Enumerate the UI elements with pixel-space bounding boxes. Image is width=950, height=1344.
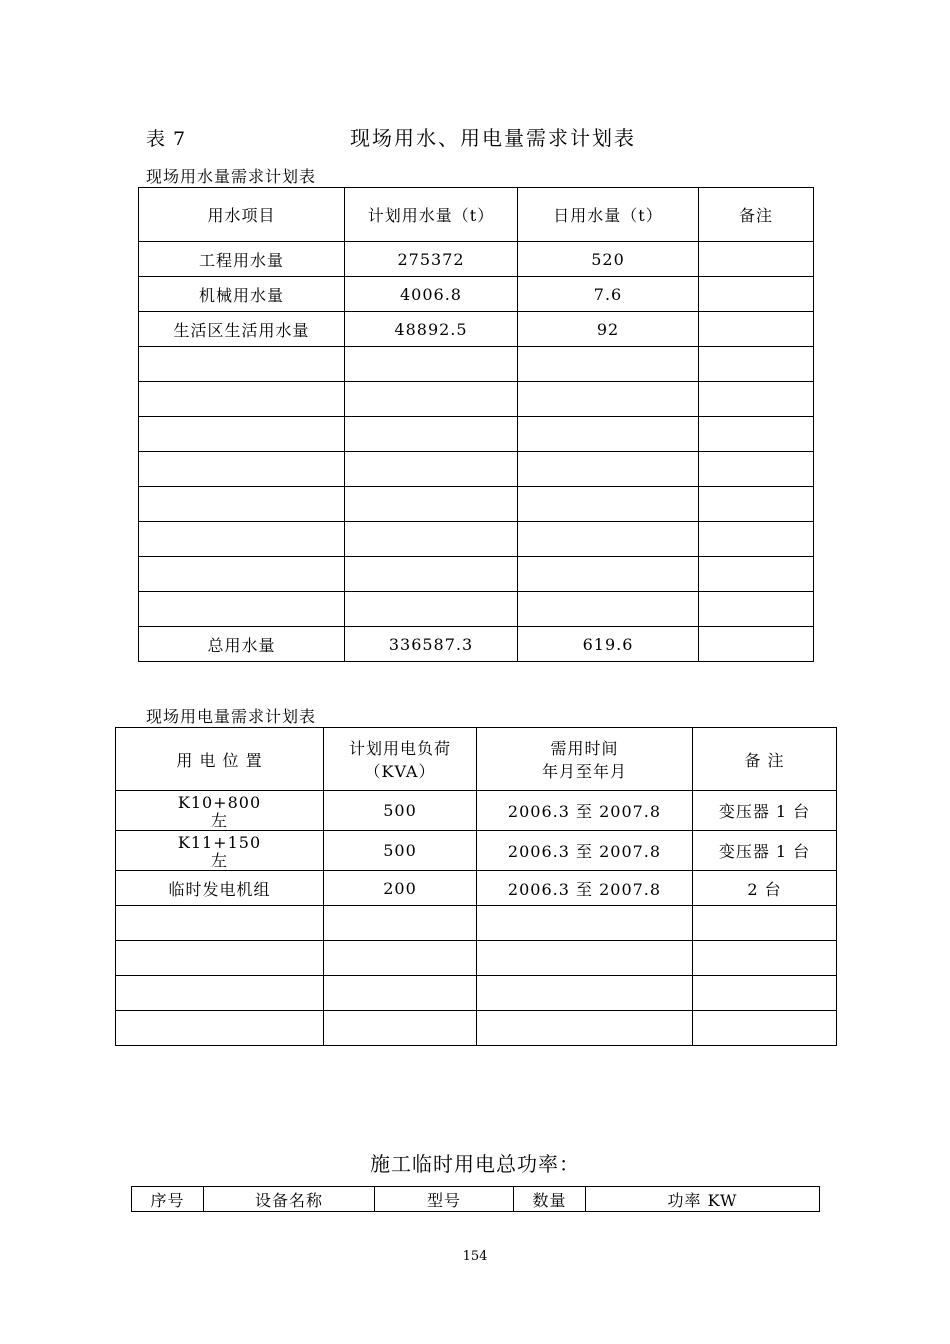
table-cell (139, 347, 345, 382)
column-header (324, 728, 477, 791)
column-header-line: 年月至年月 (541, 762, 627, 781)
table-cell: 275372 (345, 242, 518, 277)
table-cell: 变压器 1 台 (693, 791, 837, 831)
table-row (116, 831, 837, 871)
table-cell: 2006.3 至 2007.8 (477, 831, 693, 871)
table-cell: 2 台 (693, 871, 837, 906)
column-header-line: （KVA） (364, 762, 436, 781)
location-cell (116, 906, 324, 941)
table-cell (345, 557, 518, 592)
table-cell: 2006.3 至 2007.8 (477, 791, 693, 831)
column-header: 日用水量（t） (518, 188, 699, 242)
page-number: 154 (462, 1249, 488, 1264)
location-cell (116, 791, 324, 831)
water-table-caption: 现场用水量需求计划表 (146, 167, 317, 186)
table-cell (699, 452, 814, 487)
table-cell (477, 976, 693, 1011)
table-header-row (139, 188, 814, 242)
table-cell (139, 522, 345, 557)
total-cell: 336587.3 (345, 627, 518, 662)
table-cell (139, 417, 345, 452)
table-cell (699, 347, 814, 382)
table-cell (139, 592, 345, 627)
table-cell (699, 487, 814, 522)
table-row (116, 791, 837, 831)
location-cell (116, 941, 324, 976)
table-cell (693, 1011, 837, 1046)
location-cell (116, 1011, 324, 1046)
column-header-line: 需用时间 (550, 739, 619, 758)
table-cell (139, 557, 345, 592)
location-cell (116, 871, 324, 906)
location-cell (116, 976, 324, 1011)
table-cell: 7.6 (518, 277, 699, 312)
column-header-line: 备 注 (744, 750, 785, 770)
table-cell (324, 1011, 477, 1046)
table-row (116, 1011, 837, 1046)
table-cell (518, 522, 699, 557)
table-row (139, 417, 814, 452)
table-cell (693, 941, 837, 976)
power-demand-table (115, 727, 837, 1046)
table-cell: 2006.3 至 2007.8 (477, 871, 693, 906)
page-title: 现场用水、用电量需求计划表 (350, 126, 636, 150)
table-row (139, 382, 814, 417)
total-cell: 总用水量 (139, 627, 345, 662)
table-cell (518, 557, 699, 592)
table-cell (324, 976, 477, 1011)
table-cell (518, 417, 699, 452)
table-cell: 48892.5 (345, 312, 518, 347)
table-cell (693, 976, 837, 1011)
table-number: 表 7 (146, 128, 187, 150)
table-cell: 200 (324, 871, 477, 906)
table-cell (699, 592, 814, 627)
table-cell (345, 452, 518, 487)
table-cell (345, 522, 518, 557)
table-cell (699, 382, 814, 417)
table-cell (139, 487, 345, 522)
column-header: 型号 (375, 1187, 514, 1212)
table-cell (477, 1011, 693, 1046)
table-cell (518, 487, 699, 522)
table-row (139, 452, 814, 487)
table-cell: 500 (324, 791, 477, 831)
table-cell (477, 906, 693, 941)
table-cell (139, 452, 345, 487)
total-row (139, 627, 814, 662)
table-cell: 500 (324, 831, 477, 871)
table-row (116, 906, 837, 941)
location-cell (116, 831, 324, 871)
location-cell-line: K10+800 (177, 793, 262, 812)
column-header: 备注 (699, 188, 814, 242)
column-header-line: 计划用电负荷 (348, 739, 451, 758)
table-cell: 工程用水量 (139, 242, 345, 277)
column-header: 计划用水量（t） (345, 188, 518, 242)
table-cell (345, 592, 518, 627)
table-cell: 520 (518, 242, 699, 277)
table-row (139, 312, 814, 347)
column-header (116, 728, 324, 791)
location-cell-line: 左 (210, 811, 228, 830)
table-cell (699, 277, 814, 312)
location-cell-line: K11+150 (177, 833, 262, 852)
column-header (693, 728, 837, 791)
column-header-line: 用 电 位 置 (176, 750, 263, 770)
table-row (116, 976, 837, 1011)
table-row (139, 522, 814, 557)
column-header: 数量 (514, 1187, 586, 1212)
table-cell (693, 906, 837, 941)
table-row (139, 487, 814, 522)
table-cell: 92 (518, 312, 699, 347)
column-header (477, 728, 693, 791)
column-header: 序号 (132, 1187, 204, 1212)
table-row (116, 871, 837, 906)
table-cell (345, 347, 518, 382)
table-cell (477, 941, 693, 976)
table-cell (518, 347, 699, 382)
table-row (139, 347, 814, 382)
table-header-row (116, 728, 837, 791)
power-table-caption: 现场用电量需求计划表 (146, 707, 317, 726)
table-cell (699, 417, 814, 452)
power-total-subtitle: 施工临时用电总功率： (370, 1152, 580, 1176)
table-cell (699, 242, 814, 277)
column-header: 用水项目 (139, 188, 345, 242)
location-cell-line: 左 (210, 851, 228, 870)
table-cell: 4006.8 (345, 277, 518, 312)
location-cell-line: 临时发电机组 (168, 879, 271, 899)
table-cell (699, 312, 814, 347)
table-row (139, 277, 814, 312)
table-cell (699, 557, 814, 592)
table-cell: 生活区生活用水量 (139, 312, 345, 347)
column-header: 设备名称 (204, 1187, 375, 1212)
total-cell (699, 627, 814, 662)
table-cell (345, 417, 518, 452)
table-cell (324, 906, 477, 941)
table-cell: 变压器 1 台 (693, 831, 837, 871)
table-cell: 机械用水量 (139, 277, 345, 312)
water-demand-table (138, 187, 814, 662)
column-header: 功率 KW (586, 1187, 820, 1212)
table-row (139, 592, 814, 627)
table-cell (345, 487, 518, 522)
table-header-row (132, 1187, 820, 1212)
table-cell (518, 452, 699, 487)
equipment-power-table (131, 1186, 820, 1212)
table-cell (518, 592, 699, 627)
total-cell: 619.6 (518, 627, 699, 662)
table-row (139, 557, 814, 592)
table-cell (345, 382, 518, 417)
table-cell (518, 382, 699, 417)
table-row (116, 941, 837, 976)
table-cell (699, 522, 814, 557)
table-cell (324, 941, 477, 976)
table-cell (139, 382, 345, 417)
table-row (139, 242, 814, 277)
